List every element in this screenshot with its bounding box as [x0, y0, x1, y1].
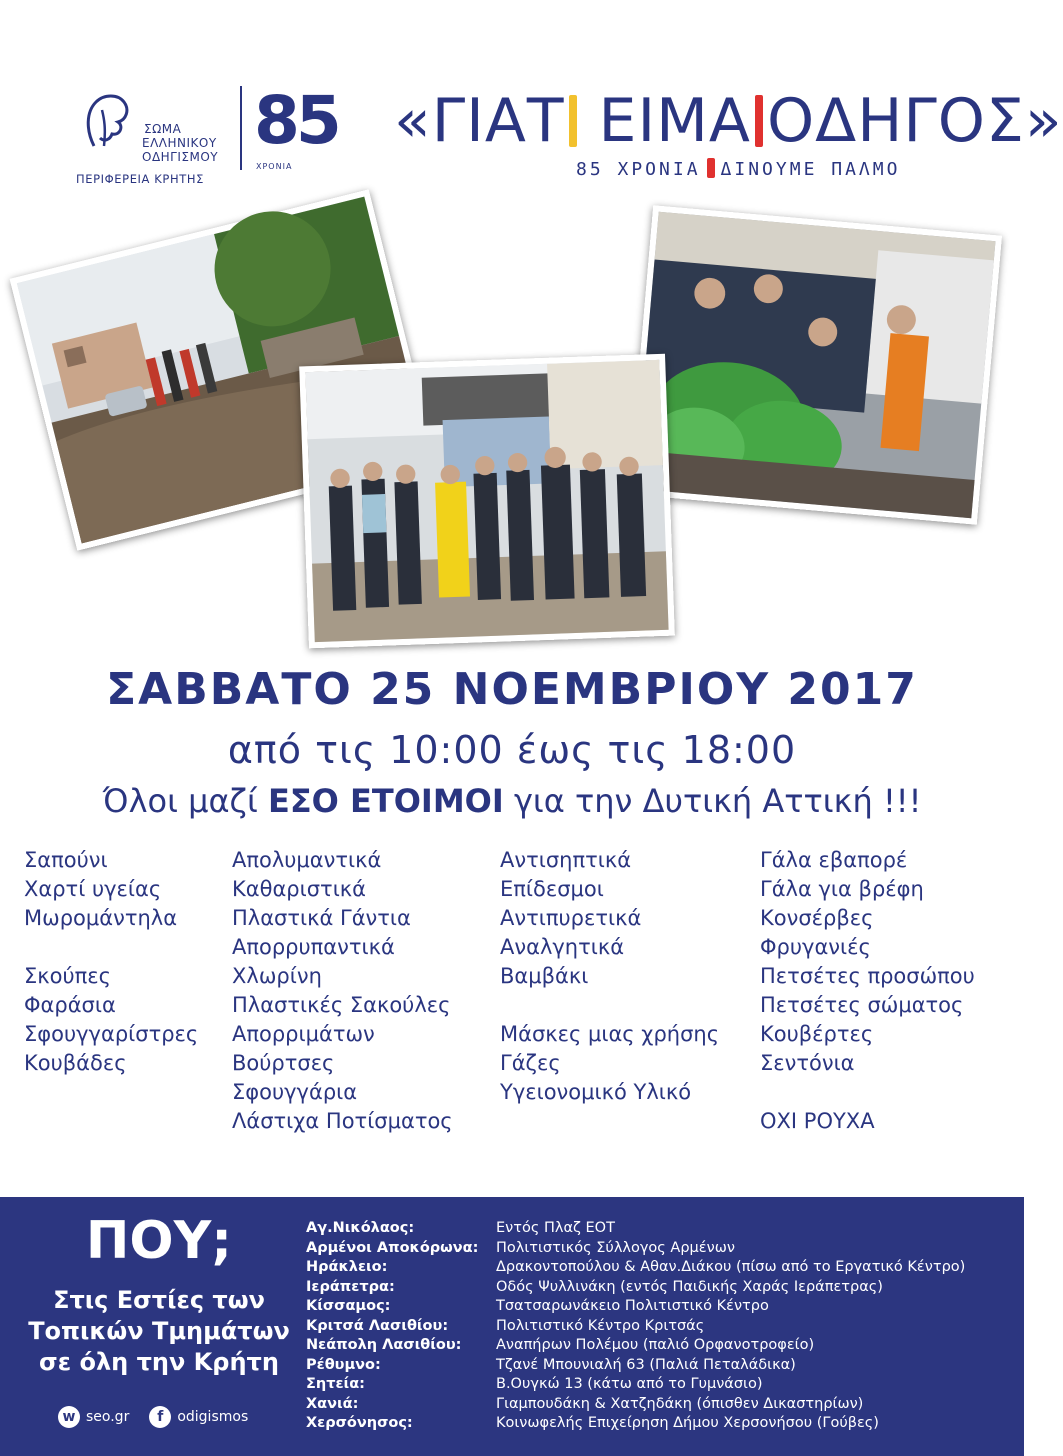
location-row [306, 1336, 965, 1356]
org-name [142, 122, 218, 164]
slogan-red-bar [755, 95, 763, 147]
location-place: Β.Ουγκώ 13 (κάτω από το Γυμνάσιο) [496, 1376, 763, 1392]
supply-item: Σφουγγάρια [232, 1080, 358, 1104]
supply-item: Γάλα για βρέφη [760, 877, 924, 901]
supply-item: Απορρυπαντικά [232, 935, 395, 959]
social-links [58, 1405, 248, 1429]
location-name: Ιεράπετρα: [306, 1278, 395, 1295]
location-place: Εντός Πλαζ ΕΟΤ [496, 1220, 615, 1236]
supply-item: Χαρτί υγείας [24, 877, 162, 901]
location-place: Οδός Ψυλλινάκη (εντός Παιδικής Χαράς Ιεράπετρας) [496, 1278, 883, 1295]
supply-item: Φαράσια [24, 993, 116, 1017]
supply-item: Κουβέρτες [760, 1022, 874, 1046]
supply-item: Απολυμαντικά [232, 848, 382, 872]
supply-item: Βούρτσες [232, 1051, 335, 1075]
slogan-sub-right: ΔΙΝΟΥΜΕ ΠΑΛΜΟ [720, 159, 901, 180]
supply-item: ΟΧΙ ΡΟΥΧΑ [760, 1109, 875, 1133]
location-list [306, 1219, 965, 1434]
location-row [306, 1395, 965, 1415]
slogan-part: ΟΔΗΓΟΣ» [766, 86, 1063, 156]
footer-where [0, 1197, 1024, 1456]
slogan-yellow-bar [569, 95, 577, 147]
event-call-bold: ΕΣΟ ΕΤΟΙΜΟΙ [267, 782, 504, 820]
location-name: Κίσσαμος: [306, 1298, 391, 1314]
location-name: Νεάπολη Λασιθίου: [306, 1337, 462, 1353]
slogan-sub-divider [707, 158, 715, 178]
supply-item: Πετσέτες προσώπου [760, 964, 975, 988]
supply-item: Καθαριστικά [232, 877, 367, 901]
location-name: Χερσόνησος: [306, 1415, 413, 1431]
where-sub-line: Στις Εστίες των [53, 1286, 265, 1314]
supply-item: Βαμβάκι [500, 964, 589, 988]
location-name: Ηράκλειο: [306, 1259, 388, 1275]
facebook-link[interactable]: odigismos [177, 1409, 249, 1425]
supply-item [760, 1078, 975, 1107]
location-name: Αγ.Νικόλαος: [306, 1220, 415, 1236]
location-name: Ρέθυμνο: [306, 1356, 381, 1373]
supply-item: Γάζες [500, 1051, 561, 1075]
location-name: Κριτσά Λασιθίου: [306, 1317, 449, 1334]
supply-item: Μάσκες μιας χρήσης [500, 1022, 720, 1046]
supply-item [24, 933, 198, 962]
photo-volunteer-group [299, 354, 675, 649]
supply-item: Αναλγητικά [500, 935, 625, 959]
where-title: ΠΟΥ; [85, 1211, 233, 1271]
supply-item: Απορριμάτων [232, 1022, 375, 1046]
location-row [306, 1317, 965, 1337]
website-link[interactable]: seo.gr [86, 1409, 130, 1425]
location-place: Αναπήρων Πολέμου (παλιό Ορφανοτροφείο) [496, 1337, 815, 1353]
location-place: Δρακοντοπούλου & Αθαν.Διάκου (πίσω από το Εργατικό Κέντρο) [496, 1259, 966, 1275]
location-row [306, 1414, 965, 1434]
logo-divider [240, 86, 242, 170]
trefoil-emblem-icon [80, 90, 140, 150]
where-sub-line: Τοπικών Τμημάτων [28, 1317, 290, 1345]
event-time: από τις 10:00 έως τις 18:00 [227, 728, 797, 772]
supply-item: Πετσέτες σώματος [760, 993, 964, 1017]
photo-supply-distribution [628, 205, 1002, 524]
supply-list-hygiene-cleaning [24, 846, 198, 1078]
slogan [394, 86, 1063, 186]
location-place: Κοινωφελής Επιχείρηση Δήμου Χερσονήσου (Γούβες) [496, 1415, 879, 1431]
org-logo [74, 82, 344, 186]
location-name: Αρμένοι Αποκόρωνα: [306, 1239, 479, 1256]
location-row [306, 1258, 965, 1278]
supply-item: Σκούπες [24, 964, 111, 988]
where-sub-line: σε όλη την Κρήτη [39, 1348, 279, 1376]
where-subtitle [0, 1285, 318, 1378]
event-call-before: Όλοι μαζί [102, 782, 268, 820]
event-date: ΣΑΒΒΑΤΟ 25 ΝΟΕΜΒΡΙΟΥ 2017 [106, 664, 918, 715]
supply-item: Γάλα εβαπορέ [760, 848, 908, 872]
supply-item: Αντισηπτικά [500, 848, 632, 872]
supply-item: Μωρομάντηλα [24, 906, 178, 930]
location-place: Τζανέ Μπουνιαλή 63 (Παλιά Πεταλάδικα) [496, 1356, 796, 1373]
supply-item: Υγειονομικό Υλικό [500, 1080, 692, 1104]
slogan-subtitle [576, 158, 900, 180]
location-row [306, 1219, 965, 1239]
location-row [306, 1239, 965, 1259]
supply-item [500, 991, 719, 1020]
location-place: Πολιτιστικός Σύλλογος Αρμένων [496, 1239, 735, 1256]
facebook-icon: f [149, 1406, 171, 1428]
supply-item: Φρυγανιές [760, 935, 871, 959]
supply-item: Σφουγγαρίστρες [24, 1022, 199, 1046]
supply-item: Σεντόνια [760, 1051, 855, 1075]
supply-item: Κονσέρβες [760, 906, 874, 930]
anniversary-number: 85 [254, 82, 338, 159]
location-row [306, 1278, 965, 1298]
supply-list-medical [500, 846, 719, 1107]
supply-item: Σαπούνι [24, 848, 108, 872]
website-icon: w [58, 1406, 80, 1428]
supply-item: Πλαστικά Γάντια [232, 906, 411, 930]
location-row [306, 1356, 965, 1376]
event-call-after: για την Δυτική Αττική !!! [513, 782, 922, 820]
supply-item: Χλωρίνη [232, 964, 322, 988]
supply-item: Επίδεσμοι [500, 877, 604, 901]
slogan-part: ΕΙΜΑ [598, 86, 751, 156]
volunteer-group-photo-icon [305, 360, 668, 642]
supply-item: Λάστιχα Ποτίσματος [232, 1109, 453, 1133]
event-call [0, 782, 1024, 820]
location-row [306, 1375, 965, 1395]
location-row [306, 1297, 965, 1317]
anniversary-label: ΧΡΟΝΙΑ [256, 162, 293, 171]
supply-item: Αντιπυρετικά [500, 906, 642, 930]
slogan-sub-left: 85 ΧΡΟΝΙΑ [576, 159, 701, 180]
supply-item: Κουβάδες [24, 1051, 127, 1075]
org-name-line: ΕΛΛΗΝΙΚΟΥ [142, 136, 217, 150]
location-place: Πολιτιστικό Κέντρο Κριτσάς [496, 1317, 705, 1334]
org-name-line: ΣΩΜΑ [144, 122, 182, 136]
location-place: Τσατσαρωνάκειο Πολιτιστικό Κέντρο [496, 1298, 769, 1314]
location-place: Γιαμπουδάκη & Χατζηδάκη (όπισθεν Δικαστηρίων) [496, 1395, 864, 1412]
supply-list-detergents [232, 846, 453, 1136]
location-name: Χανιά: [306, 1395, 359, 1412]
org-name-line: ΟΔΗΓΙΣΜΟΥ [142, 150, 219, 164]
supply-item: Πλαστικές Σακούλες [232, 993, 451, 1017]
anniversary-mark [254, 82, 344, 176]
supply-distribution-photo-icon [635, 212, 996, 518]
slogan-part: «ΓΙΑΤ [394, 86, 565, 156]
slogan-title [394, 86, 1063, 156]
org-region: ΠΕΡΙΦΕΡΕΙΑ ΚΡΗΤΗΣ [76, 172, 204, 186]
supply-list-food-linens [760, 846, 975, 1136]
location-name: Σητεία: [306, 1376, 365, 1392]
